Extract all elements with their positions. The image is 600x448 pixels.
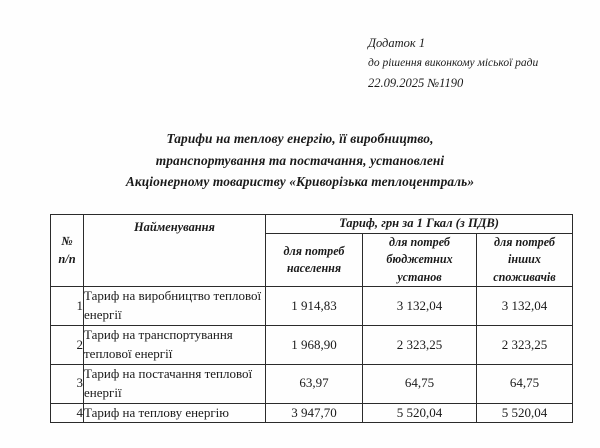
row-name: Тариф на транспортування теплової енергії xyxy=(84,326,266,365)
row-value-population: 1 914,83 xyxy=(266,287,363,326)
page-title-line-2: транспортування та постачання, установлені xyxy=(155,152,445,168)
document-reference-block xyxy=(368,33,588,93)
header-cell-name: Найменування xyxy=(84,215,266,287)
page-title xyxy=(30,128,570,193)
page-title-line-1: Тарифи на теплову енергію, її виробництво, xyxy=(166,131,434,146)
row-value-other: 3 132,04 xyxy=(477,287,573,326)
row-value-population: 63,97 xyxy=(266,364,363,403)
header-cell-number xyxy=(51,215,84,287)
tariff-table xyxy=(50,214,573,423)
row-name: Тариф на постачання теплової енергії xyxy=(84,364,266,403)
table-row xyxy=(51,287,573,326)
row-value-budget: 64,75 xyxy=(363,364,477,403)
row-number: 1 xyxy=(51,287,84,326)
row-value-population: 1 968,90 xyxy=(266,326,363,365)
header-cell-tariff-group: Тариф, грн за 1 Гкал (з ПДВ) xyxy=(266,215,573,234)
row-name: Тариф на виробництво теплової енергії xyxy=(84,287,266,326)
row-number: 4 xyxy=(51,403,84,423)
row-value-budget: 3 132,04 xyxy=(363,287,477,326)
table-row xyxy=(51,403,573,423)
table-header xyxy=(51,215,573,287)
table-row xyxy=(51,326,573,365)
header-number-line-2: п/п xyxy=(58,251,76,266)
header-number-line-1: № xyxy=(61,233,73,248)
row-name: Тариф на теплову енергію xyxy=(84,403,266,423)
document-reference-line-2: до рішення виконкому міської ради xyxy=(368,56,539,69)
row-value-population: 3 947,70 xyxy=(266,403,363,423)
page-title-line-3: Акціонерному товариству «Криворізька теплоцентраль» xyxy=(125,174,475,190)
document-reference-line-1: Додаток 1 xyxy=(368,36,426,50)
row-number: 3 xyxy=(51,364,84,403)
document-reference-line-3: 22.09.2025 №1190 xyxy=(368,75,464,90)
row-number: 2 xyxy=(51,326,84,365)
row-value-other: 5 520,04 xyxy=(477,403,573,423)
row-value-other: 64,75 xyxy=(477,364,573,403)
table-body xyxy=(51,287,573,423)
header-cell-budget: для потреб бюджетних установ xyxy=(363,233,477,287)
header-cell-population: для потреб населення xyxy=(266,233,363,287)
header-cell-other: для потреб інших споживачів xyxy=(477,233,573,287)
row-value-other: 2 323,25 xyxy=(477,326,573,365)
table-header-row-1 xyxy=(51,215,573,234)
row-value-budget: 2 323,25 xyxy=(363,326,477,365)
table-row xyxy=(51,364,573,403)
row-value-budget: 5 520,04 xyxy=(363,403,477,423)
